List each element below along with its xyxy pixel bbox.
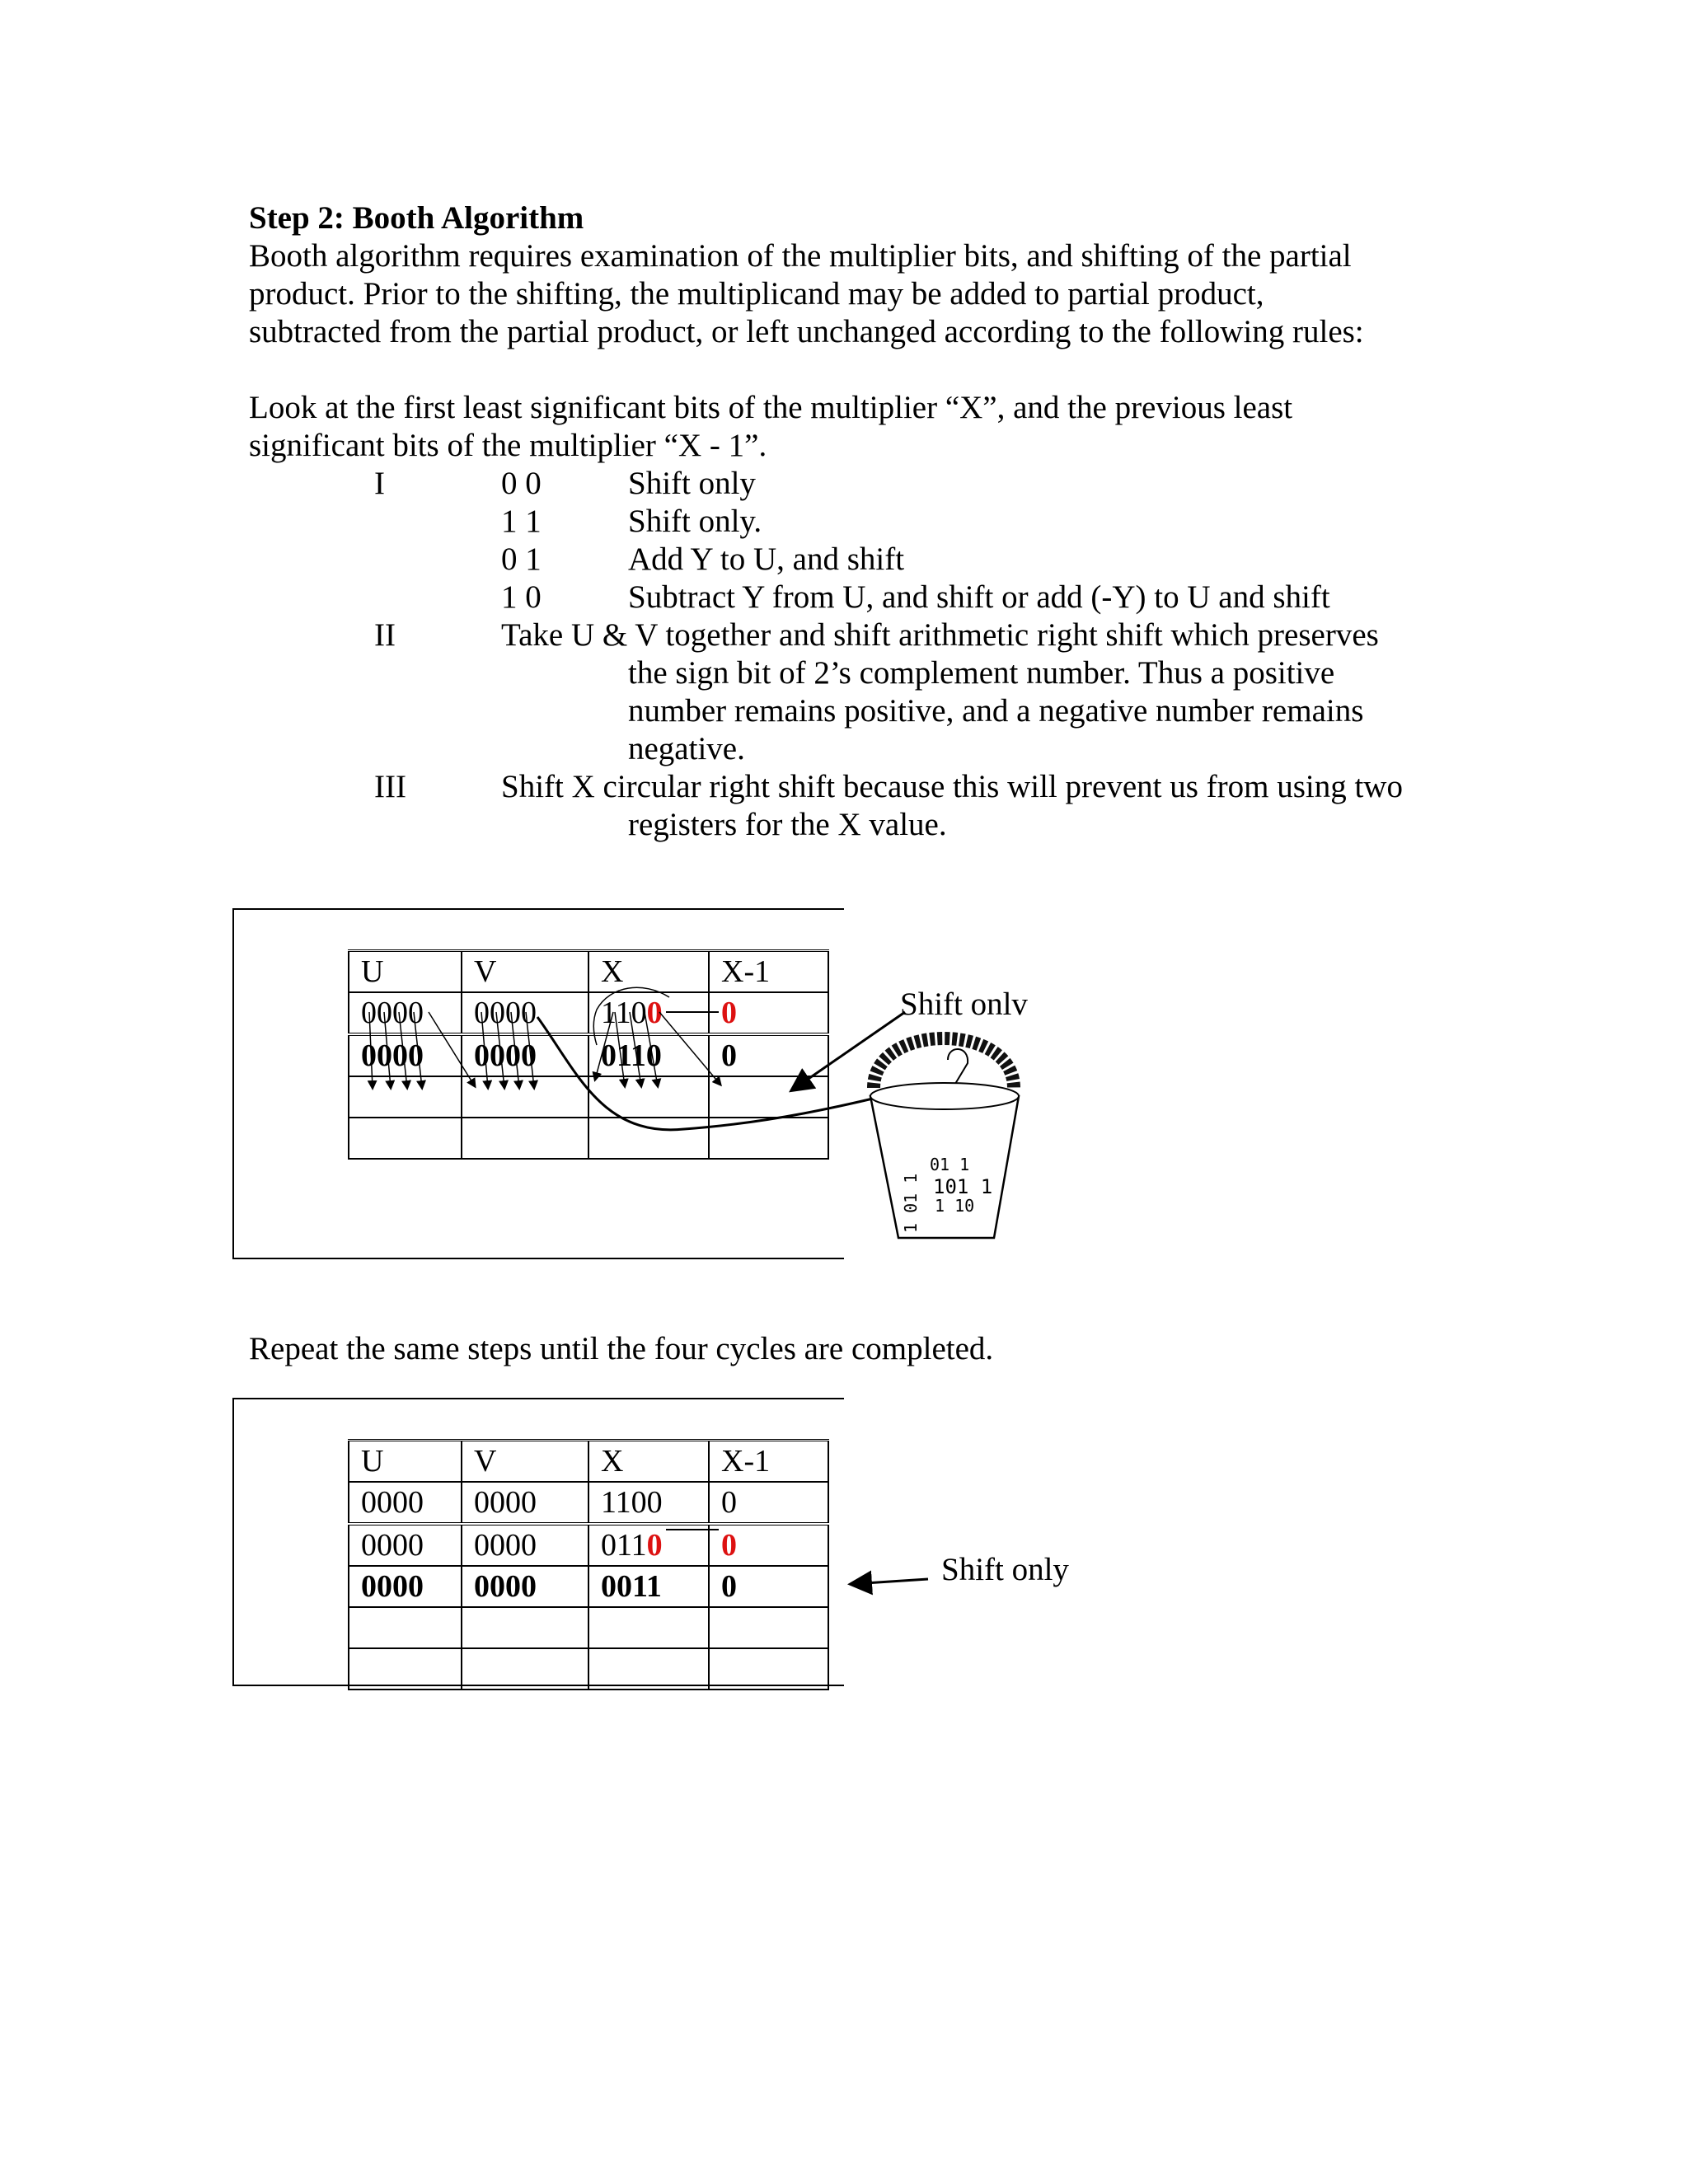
empty-cell <box>588 1607 709 1648</box>
curve-to-bucket <box>537 1017 890 1130</box>
cell-V: 0000 <box>462 1482 588 1524</box>
rule-bits: 0 1 <box>501 541 542 577</box>
empty-cell <box>588 1648 709 1690</box>
cell-V: 0000 <box>462 992 588 1034</box>
cell-U: 0000 <box>349 1034 462 1076</box>
bucket-bits: 1 10 <box>935 1196 975 1216</box>
look-line: Look at the first least significant bits of the multiplier “X”, and the previous least <box>249 390 1293 425</box>
rule-label-III: III <box>374 769 406 804</box>
cell-X-1: 0 <box>709 1034 828 1076</box>
rule-text: Shift X circular right shift because this will prevent us from using two <box>501 769 1403 804</box>
cell-X-main: 011 <box>601 1528 647 1563</box>
cell-V: 0000 <box>462 1566 588 1607</box>
cell-U: 0000 <box>349 1566 462 1607</box>
header-X: X <box>588 1441 709 1483</box>
cell-X-lsb: 0 <box>646 996 663 1030</box>
shift-arrows-u <box>369 1012 475 1088</box>
bucket-icon <box>870 1038 1019 1238</box>
cell-X: 0011 <box>588 1566 709 1607</box>
cell-X-1: 0 <box>709 1482 828 1524</box>
intro-line: Booth algorithm requires examination of the multiplier bits, and shifting of the partial <box>249 238 1352 274</box>
header-X-1: X-1 <box>709 1441 828 1483</box>
rule-action: Add Y to U, and shift <box>628 541 905 577</box>
rule-action: Subtract Y from U, and shift or add (-Y) to U and shift <box>628 579 1330 615</box>
rule-action: Shift only <box>628 466 756 501</box>
empty-cell <box>462 1607 588 1648</box>
rule-bits: 1 1 <box>501 504 542 539</box>
empty-cell <box>349 1648 462 1690</box>
cell-X-lsb: 0 <box>646 1528 663 1563</box>
repeat-text: Repeat the same steps until the four cycles are completed. <box>249 1331 994 1366</box>
rule-label-I: I <box>374 466 385 501</box>
rule-text: registers for the X value. <box>628 807 947 842</box>
rule-action: Shift only. <box>628 504 762 539</box>
rule-bits: 1 0 <box>501 579 542 615</box>
rule-text: the sign bit of 2’s complement number. Thus a positive <box>628 655 1335 691</box>
bucket-bits: 1 01 1 <box>901 1173 921 1233</box>
cell-X: 0110 <box>588 1034 709 1076</box>
cell-V: 0000 <box>462 1524 588 1566</box>
header-U: U <box>349 951 462 993</box>
look-line: significant bits of the multiplier “X - 1”. <box>249 428 767 463</box>
rule-text: Take U & V together and shift arithmetic right shift which preserves <box>501 617 1379 653</box>
cell-X <box>588 1524 709 1566</box>
rule-label-II: II <box>374 617 396 653</box>
cell-X-1: 0 <box>709 1566 828 1607</box>
empty-cell <box>462 1648 588 1690</box>
figure2-callout: Shift only <box>941 1552 1069 1587</box>
bucket-bits: 101 1 <box>933 1175 993 1198</box>
header-X-1: X-1 <box>709 951 828 993</box>
cell-U: 0000 <box>349 1482 462 1524</box>
figure1-callout: Shift onlv <box>900 987 1028 1022</box>
cell-U: 0000 <box>349 992 462 1034</box>
header-V: V <box>462 1441 588 1483</box>
intro-line: subtracted from the partial product, or left unchanged according to the following rules: <box>249 314 1364 349</box>
section-heading: Step 2: Booth Algorithm <box>249 200 584 236</box>
circular-shift-loop <box>593 987 669 1045</box>
empty-cell <box>709 1607 828 1648</box>
intro-line: product. Prior to the shifting, the multiplicand may be added to partial product, <box>249 276 1264 312</box>
rule-bits: 0 0 <box>501 466 542 501</box>
cell-X-main: 110 <box>601 996 647 1030</box>
rule-text: negative. <box>628 731 745 766</box>
shift-arrows-x <box>595 1012 720 1086</box>
cell-V: 0000 <box>462 1034 588 1076</box>
empty-cell <box>709 1648 828 1690</box>
empty-cell <box>349 1607 462 1648</box>
cell-X-1: 0 <box>709 992 828 1034</box>
figure2-register-table <box>348 1439 829 1690</box>
rule-text: number remains positive, and a negative number remains <box>628 693 1364 729</box>
cell-X: 1100 <box>588 1482 709 1524</box>
cell-X-1: 0 <box>709 1524 828 1566</box>
header-U: U <box>349 1441 462 1483</box>
header-X: X <box>588 951 709 993</box>
shift-arrows-v <box>481 1012 534 1088</box>
bucket-bits: 01 1 <box>930 1155 970 1174</box>
cell-U: 0000 <box>349 1524 462 1566</box>
header-V: V <box>462 951 588 993</box>
